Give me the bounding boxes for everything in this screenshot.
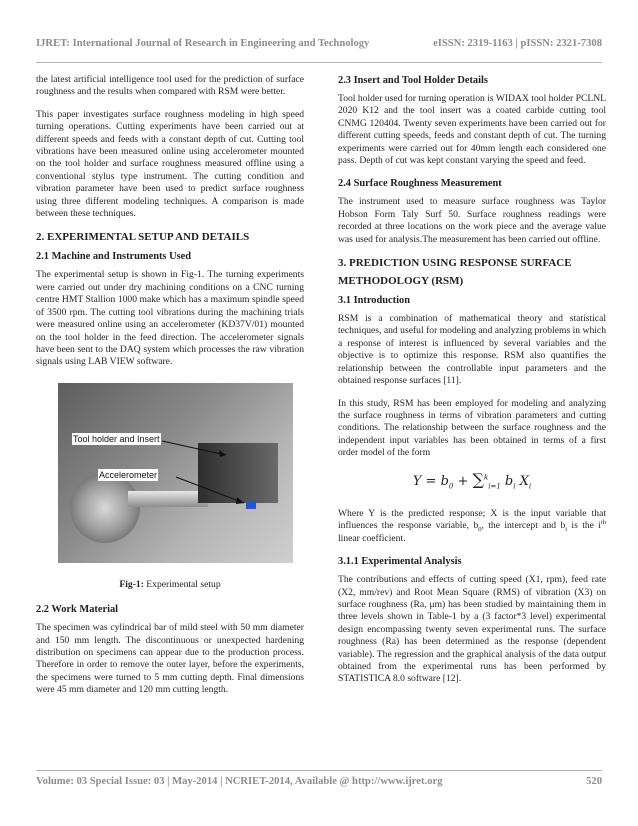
right-column bbox=[338, 74, 606, 696]
page-number: 520 bbox=[586, 776, 602, 787]
section-heading: 2. EXPERIMENTAL SETUP AND DETAILS bbox=[36, 231, 250, 244]
footer-volume: Volume: 03 Special Issue: 03 | May-2014 | NCRIET-2014, Available @ http://www.ijret.org bbox=[36, 776, 443, 787]
regression-equation: $Y = b_0 + \sum^k_{i=1}$ $b_i$ $X_i$ bbox=[412, 469, 532, 491]
figure-caption: Fig-1: Experimental setup bbox=[119, 578, 221, 590]
subsection-heading: 3.1.1 Experimental Analysis bbox=[338, 556, 462, 568]
paragraph: In this study, RSM has been employed for modeling and analyzing the surface roughness in terms of vibration parameters and cutting conditions. The relationship between the surface roughness and the independent input variables has been obtained in terms of a first order model of the form bbox=[338, 397, 606, 459]
paragraph: RSM is a combination of mathematical theory and statistical techniques, and useful for modeling and analyzing problems in which a response of interest is influenced by several variables and the objective is to optimize this response. RSM also quantifies the relationship between the controllable input parameters and the obtained response surfaces [11]. bbox=[338, 313, 606, 387]
paragraph: the latest artificial intelligence tool used for the prediction of surface roughness and the results when compared with RSM were better. bbox=[36, 74, 304, 98]
figure-label-accelerometer: Accelerometer bbox=[99, 469, 158, 480]
subsection-heading: 2.2 Work Material bbox=[36, 604, 119, 616]
left-column bbox=[36, 74, 304, 707]
page-footer bbox=[36, 776, 602, 787]
footer-rule bbox=[36, 770, 602, 771]
figure-label-tool-holder: Tool holder and Insert bbox=[73, 433, 160, 444]
subsection-heading: 2.1 Machine and Instruments Used bbox=[36, 251, 192, 263]
paragraph: Where Y is the predicted response; X is the input variable that influences the response variable, $b_0$, the intercept and $b_i$ is the $i^{th}$ linear coefficient. bbox=[338, 507, 607, 544]
paragraph: This paper investigates surface roughness modeling in high speed turning operations. Cutting experiments have been carried out at different speeds and feeds with a constant depth of cut. Cutting tool vibrations have been measured online using accelerometer mounted on the tool holder and surface roughness measured offline using a conventional stylus type instrument. The cutting condition and vibration parameter have been used to predict surface roughness using three different modeling techniques. A comparison is made between these techniques. bbox=[36, 108, 304, 220]
paragraph: Tool holder used for turning operation is WIDAX tool holder PCLNL 2020 K12 and the tool insert was a coated carbide cutting tool CNMG 120404. Twenty seven experiments have been carried out for different cutting speeds, feeds and constant depth of cut. The turning experiments were carried out for 40mm length each considered one pass. Depth of cut was kept constant varying the speed and feed. bbox=[338, 93, 606, 167]
paragraph: The specimen was cylindrical bar of mild steel with 50 mm diameter and 150 mm length. The discontinuous or unexpected hardening distribution on specimens can appear due to the production process. Therefore in order to remove the outer layer, before the experiments, the specimens were turned to 5 mm cutting depth. Final dimensions were 45 mm diameter and 120 mm cutting length. bbox=[36, 622, 304, 696]
section-heading: 3. PREDICTION USING RESPONSE SURFACE bbox=[338, 257, 572, 270]
page-header bbox=[36, 38, 602, 49]
callout-arrows bbox=[58, 383, 293, 563]
issn: eISSN: 2319-1163 | pISSN: 2321-7308 bbox=[433, 38, 602, 49]
subsection-heading: 2.4 Surface Roughness Measurement bbox=[338, 178, 502, 190]
paragraph: The contributions and effects of cutting speed (X1, rpm), feed rate (X2, mm/rev) and Root Mean Square (RMS) of vibration (X3) on surface roughness (Ra, μm) has been studied by maintaining them in three levels shown in Table-1 by a (3 factor*3 level) experimental design encompassing twenty seven experimental runs. The surface roughness (Ra) has been determined as the response (dependent variable). The regression and the graphical analysis of the data output obtained from the experimental runs has been performed by STATISTICA 8.0 software [12]. bbox=[338, 574, 606, 685]
paragraph: The experimental setup is shown in Fig-1. The turning experiments were carried out under dry machining conditions on a CNC turning centre HMT Stallion 1000 make which has a maximum spindle speed of 3500 rpm. The cutting tool vibrations during the machining trials were measured online using an accelerometer (KD37V/01) mounted on the tool holder in the feed direction. The accelerometer signals have been sent to the DAQ system which processes the raw vibration signals using LAB VIEW software. bbox=[36, 269, 304, 368]
header-rule bbox=[36, 62, 602, 63]
paragraph: The instrument used to measure surface roughness was Taylor Hobson Form Taly Surf 50. Surface roughness readings were recorded at three locations on the work piece and the average value was used for analysis.The measurement has been carried out offline. bbox=[338, 196, 606, 245]
section-heading: METHODOLOGY (RSM) bbox=[338, 275, 464, 288]
journal-title: IJRET: International Journal of Research in Engineering and Technology bbox=[36, 38, 370, 49]
experimental-setup-photo bbox=[58, 383, 293, 563]
subsection-heading: 2.3 Insert and Tool Holder Details bbox=[338, 75, 488, 86]
subsection-heading: 3.1 Introduction bbox=[338, 295, 410, 307]
